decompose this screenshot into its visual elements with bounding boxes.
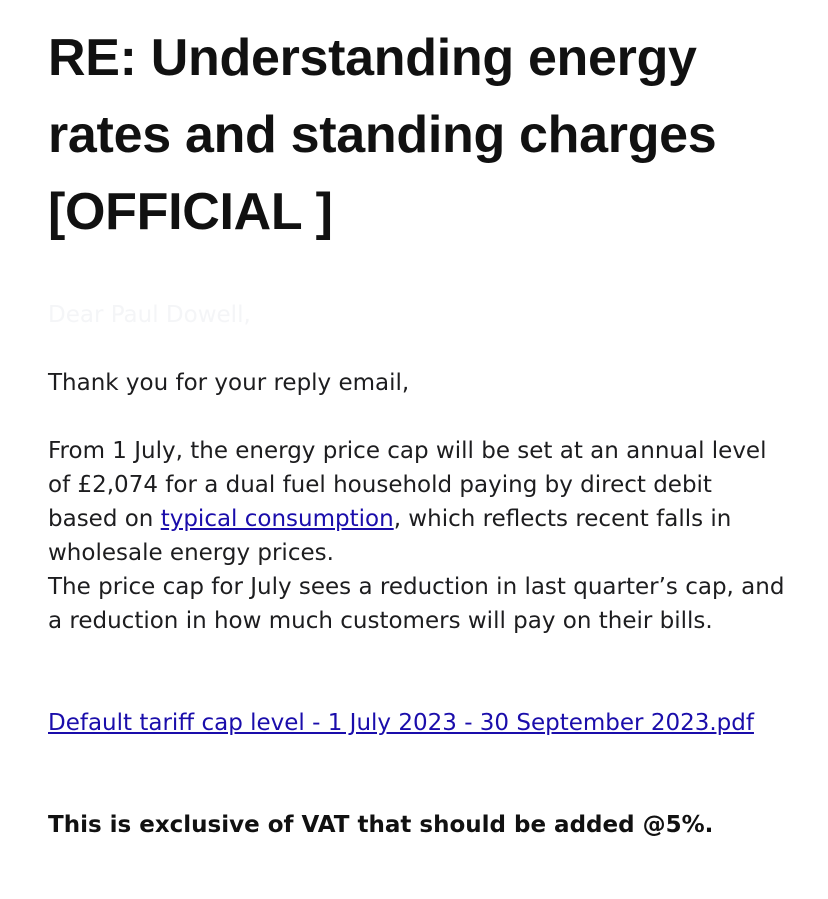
thanks-paragraph: Thank you for your reply email,: [48, 370, 410, 396]
email-view: [48, 20, 788, 838]
email-subject: RE: Understanding energy rates and standing charges [OFFICIAL ]: [48, 29, 717, 241]
attachment-paragraph: [48, 706, 788, 740]
tariff-cap-pdf-link[interactable]: Default tariff cap level - 1 July 2023 - 30 September 2023.pdf: [48, 710, 754, 736]
typical-consumption-link[interactable]: typical consumption: [160, 506, 394, 532]
price-cap-text-1: From 1 July, the energy price cap will be set at an annual level of £2,074 for a dual fuel household paying by direct debit based on: [48, 438, 767, 532]
vat-note: This is exclusive of VAT that should be added @5%.: [48, 812, 714, 838]
price-cap-paragraph: [48, 434, 788, 638]
price-cap-text-3: The price cap for July sees a reduction in last quarter’s cap, and a reduction in how much customers will pay on their bills.: [48, 574, 785, 634]
price-cap-text-2: , which reflects recent falls in wholesale energy prices.: [48, 506, 732, 566]
email-greeting: Dear Paul Dowell,: [48, 302, 251, 328]
